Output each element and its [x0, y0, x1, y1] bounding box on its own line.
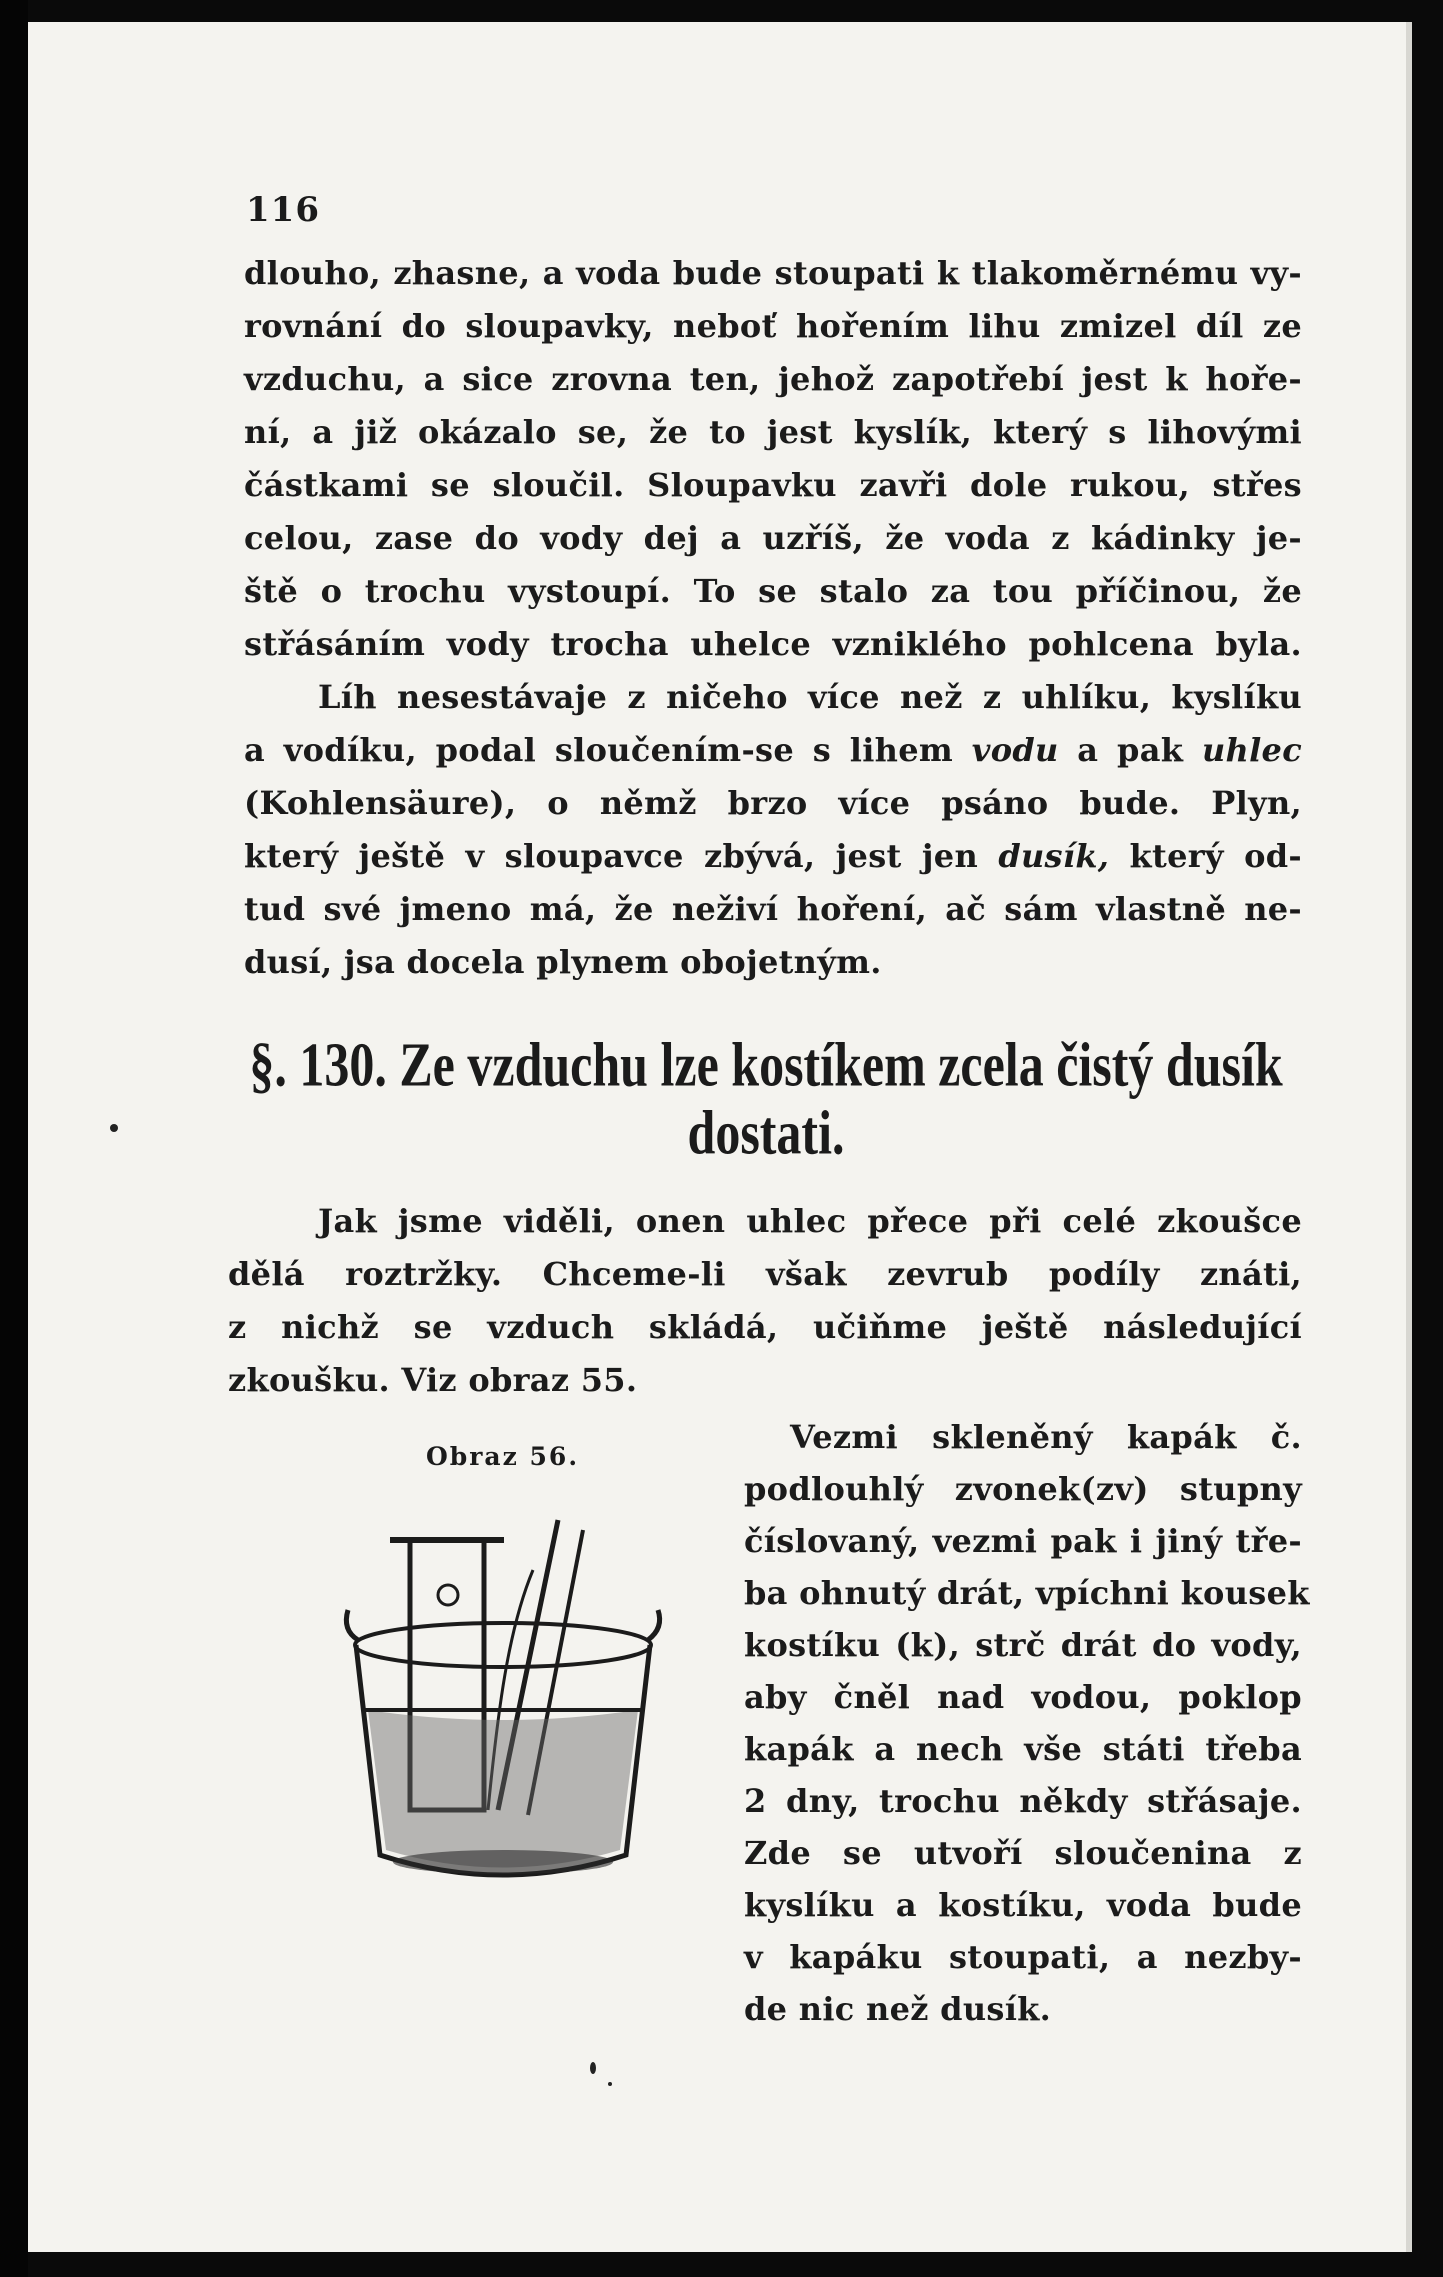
scan-speck [608, 2082, 612, 2086]
text-line: ba ohnutý drát, vpíchni kousek [744, 1574, 1310, 1612]
text-line: celou, zase do vody dej a uzříš, že voda z kádinky je- [244, 519, 1302, 557]
beaker-illustration [328, 1510, 708, 1910]
text-line: Zde se utvoří sloučenina z [744, 1834, 1302, 1872]
emphasis-vodu: vodu [971, 731, 1059, 769]
emphasis-uhlec: uhlec [1201, 731, 1302, 769]
section-heading-continued: dostati. [687, 1097, 845, 1168]
scan-speck [110, 1124, 118, 1132]
text-line: Líh nesestávaje z ničeho více než z uhlíku, kyslíku [318, 678, 1302, 716]
scan-speck [590, 2062, 596, 2074]
text-line: vzduchu, a sice zrovna ten, jehož zapotřebí jest k hoře- [244, 360, 1302, 398]
text-line: v kapáku stoupati, a nezby- [744, 1938, 1302, 1976]
text-line [244, 837, 1302, 875]
text-run: který od- [1109, 837, 1303, 875]
phosphorus-piece [438, 1585, 458, 1605]
text-line: tud své jmeno má, že neživí hoření, ač sám vlastně ne- [244, 890, 1302, 928]
text-line: dusí, jsa docela plynem obojetným. [244, 943, 882, 981]
beaker-base-shadow [393, 1850, 613, 1874]
text-line: (Kohlensäure), o němž brzo více psáno bude. Plyn, [244, 784, 1302, 822]
text-line: kostíku (k), strč drát do vody, [744, 1626, 1302, 1664]
text-line: dělá roztržky. Chceme-li však zevrub podíly znáti, [228, 1255, 1302, 1293]
text-line: ní, a již okázalo se, že to jest kyslík, který s lihovými [244, 413, 1302, 451]
text-line: podlouhlý zvonek(zv) stupny [744, 1470, 1302, 1508]
text-line: zkoušku. Viz obraz 55. [228, 1361, 638, 1399]
page-number: 116 [246, 190, 320, 230]
text-run: a vodíku, podal sloučením-se s lihem [244, 731, 972, 769]
text-line: 2 dny, trochu někdy střásaje. [744, 1782, 1302, 1820]
figure-caption: Obraz 56. [426, 1442, 580, 1471]
water-shading [368, 1710, 638, 1868]
text-run: a pak [1058, 731, 1202, 769]
text-line: kapák a nech vše státi třeba [744, 1730, 1302, 1768]
text-line: Jak jsme viděli, onen uhlec přece při celé zkoušce [318, 1202, 1302, 1240]
text-line: z nichž se vzduch skládá, učiňme ještě následující [228, 1308, 1302, 1346]
scan-edge [0, 0, 28, 2277]
text-line [244, 731, 1302, 769]
text-line: ště o trochu vystoupí. To se stalo za tou příčinou, že [244, 572, 1302, 610]
emphasis-dusik: dusík, [998, 837, 1110, 875]
text-line: částkami se sloučil. Sloupavku zavři dole rukou, střes [244, 466, 1302, 504]
text-line: Vezmi skleněný kapák č. [790, 1418, 1302, 1456]
beaker-lip-left [346, 1610, 358, 1640]
text-line: dlouho, zhasne, a voda bude stoupati k tlakoměrnému vy- [244, 254, 1302, 292]
text-line: střásáním vody trocha uhelce vzniklého pohlcena byla. [244, 625, 1302, 663]
beaker-rim [355, 1623, 651, 1667]
text-line: aby čněl nad vodou, poklop [744, 1678, 1302, 1716]
text-line: de nic než dusík. [744, 1990, 1052, 2028]
text-line: rovnání do sloupavky, neboť hořením lihu zmizel díl ze [244, 307, 1302, 345]
text-line: kyslíku a kostíku, voda bude [744, 1886, 1302, 1924]
text-line: číslovaný, vezmi pak i jiný tře- [744, 1522, 1302, 1560]
beaker-lip-right [648, 1610, 660, 1640]
text-run: který ještě v sloupavce zbývá, jest jen [244, 837, 999, 875]
book-page [28, 22, 1412, 2252]
section-heading: §. 130. Ze vzduchu lze kostíkem zcela čistý dusík [249, 1029, 1283, 1100]
